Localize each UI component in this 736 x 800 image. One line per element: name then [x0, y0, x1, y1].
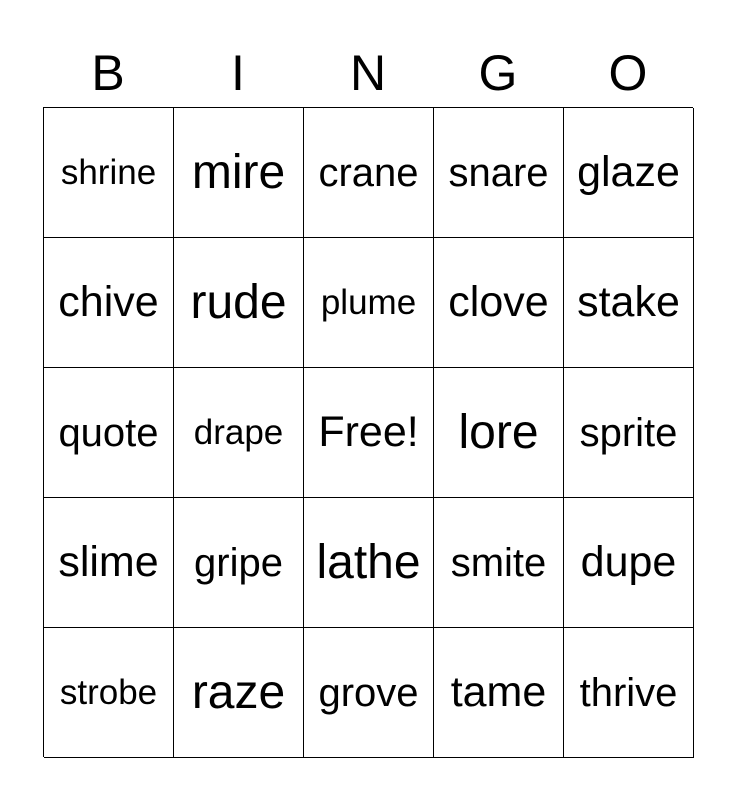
- bingo-cell: shrine: [44, 108, 174, 238]
- bingo-cell: clove: [434, 238, 564, 368]
- header-letter-i: I: [231, 45, 245, 101]
- bingo-cell: gripe: [174, 498, 304, 628]
- bingo-board: [43, 107, 693, 757]
- bingo-cell: plume: [304, 238, 434, 368]
- bingo-cell: lathe: [304, 498, 434, 628]
- header-letter-b: B: [91, 45, 125, 101]
- bingo-cell: quote: [44, 368, 174, 498]
- bingo-cell: smite: [434, 498, 564, 628]
- bingo-cell: crane: [304, 108, 434, 238]
- bingo-header: [43, 38, 693, 108]
- bingo-cell: slime: [44, 498, 174, 628]
- header-letter-o: O: [608, 45, 648, 101]
- bingo-cell: drape: [174, 368, 304, 498]
- bingo-cell: strobe: [44, 628, 174, 758]
- bingo-cell: mire: [174, 108, 304, 238]
- bingo-cell: snare: [434, 108, 564, 238]
- bingo-cell: rude: [174, 238, 304, 368]
- header-letter-n: N: [349, 45, 387, 101]
- bingo-cell: raze: [174, 628, 304, 758]
- bingo-cell: sprite: [564, 368, 694, 498]
- bingo-cell: glaze: [564, 108, 694, 238]
- free-space-cell: Free!: [304, 368, 434, 498]
- bingo-cell: dupe: [564, 498, 694, 628]
- bingo-cell: lore: [434, 368, 564, 498]
- bingo-cell: tame: [434, 628, 564, 758]
- bingo-cell: thrive: [564, 628, 694, 758]
- bingo-cell: grove: [304, 628, 434, 758]
- header-letter-g: G: [478, 45, 518, 101]
- bingo-cell: chive: [44, 238, 174, 368]
- bingo-cell: stake: [564, 238, 694, 368]
